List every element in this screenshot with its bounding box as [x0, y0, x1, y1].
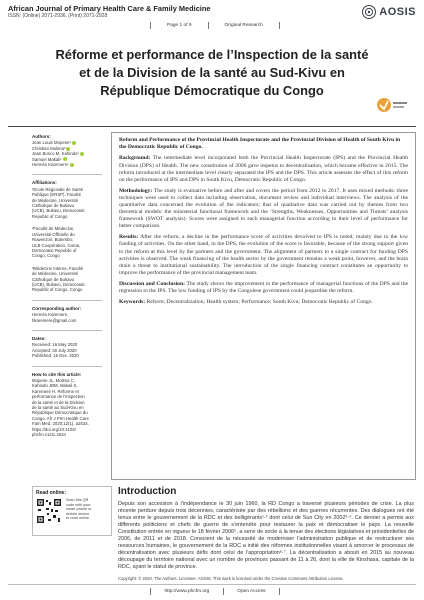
orcid-icon[interactable] [66, 147, 70, 151]
page-info-bar [150, 21, 280, 29]
read-online-heading: Read online: [36, 490, 67, 496]
header-divider [8, 126, 416, 127]
authors-block [32, 134, 102, 167]
read-online-instructions: Scan this QR code with your smart phone or mobile device to read online. [66, 498, 92, 521]
abstract-title: Reform and Performance of the Provincial Health Inspectorate and the Provincial Division of Health of South Kivu in the Democratic Republic of Congo. [119, 137, 401, 151]
abstract-keywords: Keywords: Reform; Decentralization; Health system; Performance; South Kivu; Democratic Republic of Congo. [119, 299, 373, 306]
title-line: Réforme et performance de l’Inspection de la santé [55, 47, 369, 62]
corresponding-email[interactable]: hkaremere@gmail.com [32, 317, 77, 323]
issn-line: ISSN: (Online) 2071-2936, (Print) 2071-2928 [8, 13, 108, 19]
dates-heading: Dates: [32, 335, 46, 341]
publisher-logo[interactable] [362, 5, 416, 19]
doi-link[interactable]: https://doi.org/10.4102/ [32, 426, 76, 432]
corresponding-name: Hermès Karemere, [32, 312, 69, 318]
page-number: Page 1 of 9 [167, 22, 192, 28]
affiliations-heading: Affiliations: [32, 180, 57, 186]
sidebar-divider [32, 366, 102, 367]
crossmark-icon[interactable] [376, 94, 408, 118]
footer-divider [8, 584, 416, 585]
citation-heading: How to cite this article: [32, 371, 82, 377]
orcid-icon[interactable] [72, 141, 76, 145]
doi-link[interactable]: phcfm.v12i1.2534 [32, 432, 66, 438]
date-published: Published: 15 Dec. 2020 [32, 353, 79, 359]
abstract-discussion: Discussion and Conclusion: The study shows the improvement in the performance of managerial functions of the DPS and the regression to the IPS. The low funding of IPS by the Congolese government could jeopardise the reform. [119, 280, 408, 294]
copyright-notice: Copyright: © 2020. The Authors. Licensee: AOSIS. This work is licensed under the Creative Commons Attribution License. [118, 576, 344, 581]
sidebar-divider [32, 174, 102, 175]
title-line: et de la Division de la santé au Sud-Kivu en [79, 65, 345, 80]
affiliation-3: ³Médecine Interne, Faculté de Médecine, Université Catholique de Bukavu (UCB), Bukavu, Democratic Republic of Congo, Congo [32, 265, 85, 293]
abstract-results: Results: After the reform, a decline in the performance score of activities devolved to IPS is noted, mainly due to the low funding of activities. On the other hand, in the DPS, the evolution of the score is favorable, because of the strong support given to the reform at this level by the partners and the government. The alignment of partners to a single contract for funding DPS activities is observed. The weak financing of the health sector by the government remains a weak point, however, and the brain drain a threat to institutional sustainability. The introduction of the single financing contract constitutes an opportunity to improve the performance of the provincial management team. [119, 234, 409, 276]
author-name[interactable]: Hermès Karemere¹ [32, 162, 102, 167]
citation-block: How to cite this article: Mopene JL, Molima C, Kahindo JBM, Makali S, Karemere H. Réforme et performance de l’Inspection de la santé et de la Division de la santé au Sud-Kivu en République Démocratique du Congo. Afr J Prm Health Care Fam Med. 2020;12(1), a2534. https://doi.org/10.4102/ phcfm.v12i1.2534 [32, 372, 102, 438]
footer-bar [150, 588, 280, 595]
journal-url[interactable]: http://www.phcfm.org [164, 589, 210, 594]
authors-heading: Authors: [32, 134, 51, 139]
article-type: Original Research [224, 22, 263, 28]
affiliation-2: ²Faculté de Médecine, Université Officielle du Ruwenzori, Butembo; ULB Coopération, Goma, Democratic Republic of Congo, Congo [32, 226, 81, 259]
open-access-label: Open Access [237, 589, 266, 594]
abstract-box [111, 132, 416, 480]
sidebar-divider [32, 330, 102, 331]
journal-title: African Journal of Primary Health Care & Family Medicine [8, 4, 211, 13]
author-name[interactable]: Jean Bosco M. Kahindo¹ [32, 151, 102, 156]
corresponding-block [32, 306, 102, 323]
abstract-background: Background: The intermediate level incorporated both the Provincial Health Inspectorate (IPS) and the Provincial Health Division (DPS) of Health. The new constitution of 2006 gave impetus to decentralisation, which became effective in 2015. The reform introduced at the intermediate level clearly separated the IPS and the DPS. This article assesses the effect of this reform on the performance of IPS and DPS in South Kivu, Democratic Republic of Congo. [119, 155, 408, 183]
abstract-methodology: Methodology: The study is evaluative before and after and covers the period from 2012 to 2017. It uses mixed methods: three techniques were used to collect data including observation, document review and individual interviews. The analysis of the quantitative data concerned the evolution of the indicators; that of qualitative data was carried out by themes from two theoretical models: the ministerial functional framework and the ‘Strengths, Weaknesses, Opportunities and Threats’ analysis framework (SWOT analysis). Scores were assigned to each managerial function according to their level of performance for better comparison. [119, 187, 408, 230]
affiliation-1: ¹École Régionale de Santé Publique (ERSP), Faculté de Médecine, Université Catholique de Bukavu (UCB), Bukavu, Democratic Republic of Congo [32, 186, 85, 219]
author-name[interactable]: Samuel Makali¹ [32, 157, 102, 162]
article-title [20, 46, 404, 100]
date-accepted: Accepted: 30 July 2020 [32, 347, 77, 353]
introduction-body: Depuis son accession à l’indépendance le 30 juin 1960, la RD Congo a traversé plusieurs périodes de crise. La plus récente perdure depuis trois décennies, caractérisée par des rébellions et des guerres récurrentes. Des dialogues ont été tenus entre le gouvernement de la RDC et des belligérants¹·² dont celui de Sun City en 2002³·⁴. Ce dernier a permis aux différents politiciens et chefs de guerre de s’entendre pour restaurer la paix et démocratiser le pays. La nouvelle Constitution entrée en vigueur le 18 février 2006⁵, a servi de socle à la tenue des élections législatives et présidentielles de 2006, de 2011 et de 2018. Conscient de la nécessité de moderniser l’administration publique et de restructurer ses ressources humaines, le gouvernement de la RDC a initié des réformes institutionnelles visant à amorcer le processus de décentralisation avec plusieurs défis dont celui de l’appropriation⁶·⁷. La décentralisation a abouti en 2015 au nouveau découpage du territoire national avec un nombre de provinces passant de 11 à 26, dont la ville de Kinshasa, capitale de la RDC, ayant le statut de province. [118, 501, 414, 571]
author-name[interactable]: Christian Molima² [32, 146, 102, 151]
article-sidebar [32, 134, 102, 444]
read-online-box [32, 486, 112, 536]
aosis-logo-icon [362, 5, 376, 19]
corresponding-heading: Corresponding author: [32, 305, 81, 311]
orcid-icon[interactable] [63, 157, 67, 161]
orcid-icon[interactable] [80, 152, 84, 156]
sidebar-divider [32, 300, 102, 301]
qr-code-icon[interactable] [36, 498, 62, 524]
orcid-icon[interactable] [70, 163, 74, 167]
title-line: République Démocratique du Congo [100, 83, 324, 98]
author-name[interactable]: Jean Louis Mopene¹ [32, 140, 102, 145]
publisher-name: AOSIS [379, 6, 416, 18]
date-received: Received: 16 May 2020 [32, 342, 78, 348]
introduction-heading: Introduction [118, 486, 177, 497]
dates-block [32, 336, 102, 359]
